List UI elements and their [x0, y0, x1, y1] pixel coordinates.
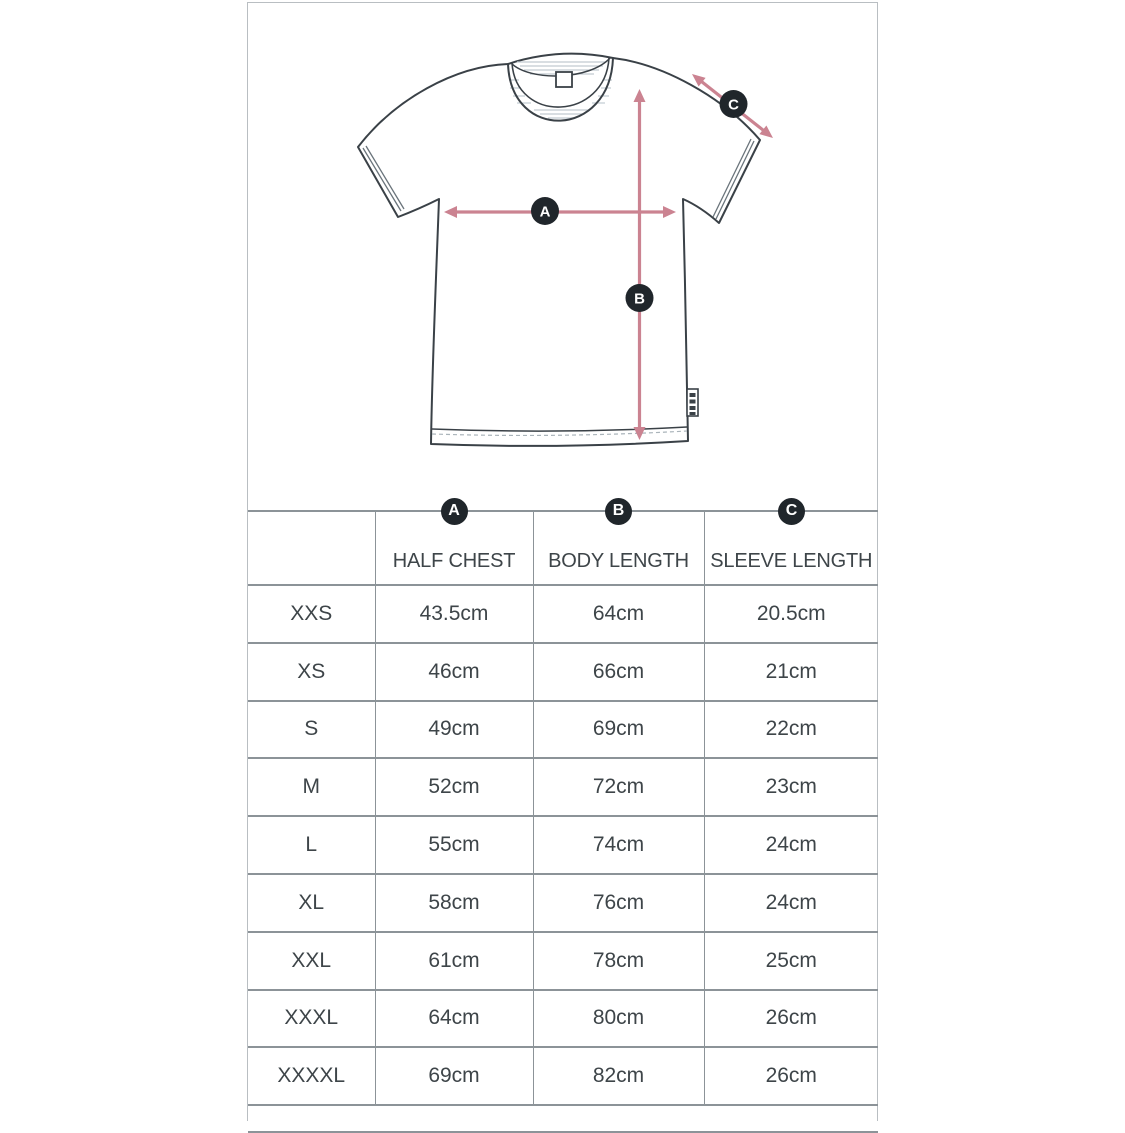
header-badge-a-letter: A — [448, 502, 460, 519]
header-half-chest: HALF CHEST — [375, 511, 533, 585]
header-badge-c — [778, 498, 805, 525]
diagram-badge-c-letter: C — [728, 96, 739, 114]
header-badge-b-letter: B — [612, 502, 625, 519]
half-chest-cell: 61cm — [375, 932, 533, 990]
table-row-s — [248, 701, 878, 759]
header-sleeve-length: SLEEVE LENGTH — [704, 511, 878, 585]
sleeve-length-cell: 26cm — [704, 1047, 878, 1105]
body-length-cell: 74cm — [533, 816, 704, 874]
size-table — [248, 510, 878, 1133]
header-body-length: BODY LENGTH — [533, 511, 704, 585]
brand-tag — [687, 389, 698, 416]
empty-cell — [248, 1105, 878, 1132]
size-cell: XXXL — [248, 990, 375, 1048]
body-length-cell: 69cm — [533, 701, 704, 759]
header-size-cell — [248, 511, 375, 585]
shirt-outline — [358, 54, 760, 446]
header-badge-a — [441, 498, 468, 525]
half-chest-cell: 64cm — [375, 990, 533, 1048]
size-cell: S — [248, 701, 375, 759]
half-chest-cell: 49cm — [375, 701, 533, 759]
body-length-cell: 72cm — [533, 758, 704, 816]
table-row-m — [248, 758, 878, 816]
sleeve-length-cell: 22cm — [704, 701, 878, 759]
size-table-section — [248, 502, 878, 1133]
diagram-badge-b-letter: B — [634, 290, 645, 308]
body-length-cell: 76cm — [533, 874, 704, 932]
half-chest-cell: 52cm — [375, 758, 533, 816]
table-row-xxxxl — [248, 1047, 878, 1105]
header-badge-b — [605, 498, 632, 525]
diagram-badge-c — [720, 90, 748, 118]
half-chest-cell: 55cm — [375, 816, 533, 874]
diagram-badge-a — [531, 197, 559, 225]
half-chest-cell: 69cm — [375, 1047, 533, 1105]
body-length-cell: 78cm — [533, 932, 704, 990]
sleeve-length-cell: 26cm — [704, 990, 878, 1048]
size-cell: XXXXL — [248, 1047, 375, 1105]
table-empty-footer-row — [248, 1105, 878, 1132]
table-row-xs — [248, 643, 878, 701]
body-length-cell: 66cm — [533, 643, 704, 701]
size-cell: XXL — [248, 932, 375, 990]
sleeve-length-cell: 24cm — [704, 874, 878, 932]
sleeve-length-cell: 20.5cm — [704, 585, 878, 643]
size-cell: M — [248, 758, 375, 816]
table-row-l — [248, 816, 878, 874]
body-length-cell: 82cm — [533, 1047, 704, 1105]
size-cell: XXS — [248, 585, 375, 643]
diagram-badge-a-letter: A — [539, 203, 551, 221]
sleeve-length-cell: 25cm — [704, 932, 878, 990]
sleeve-length-cell: 23cm — [704, 758, 878, 816]
sleeve-length-cell: 21cm — [704, 643, 878, 701]
size-cell: XL — [248, 874, 375, 932]
table-row-xxxl — [248, 990, 878, 1048]
table-row-xxl — [248, 932, 878, 990]
table-row-xxs — [248, 585, 878, 643]
half-chest-cell: 43.5cm — [375, 585, 533, 643]
header-badge-c-letter: C — [785, 502, 798, 519]
body-length-cell: 80cm — [533, 990, 704, 1048]
size-cell: L — [248, 816, 375, 874]
table-row-xl — [248, 874, 878, 932]
body-length-cell: 64cm — [533, 585, 704, 643]
diagram-badge-b — [626, 284, 654, 312]
half-chest-cell: 58cm — [375, 874, 533, 932]
size-cell: XS — [248, 643, 375, 701]
half-chest-cell: 46cm — [375, 643, 533, 701]
tshirt-measurement-diagram — [0, 0, 1125, 480]
neck-label — [556, 72, 572, 87]
sleeve-length-cell: 24cm — [704, 816, 878, 874]
